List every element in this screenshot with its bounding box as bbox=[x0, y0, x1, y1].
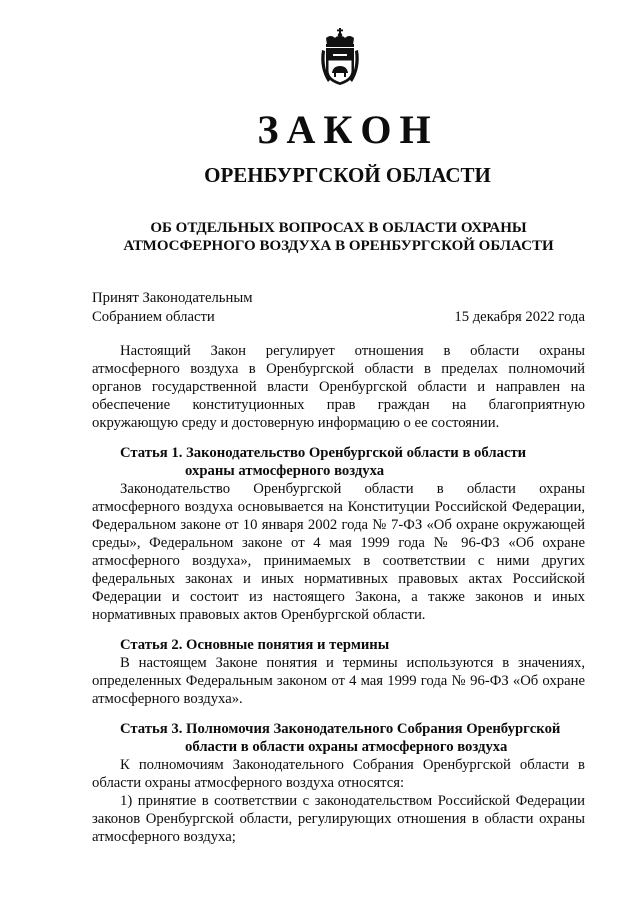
article-1-heading: охраны атмосферного воздуха bbox=[185, 463, 385, 479]
article-3-heading: Статья 3. Полномочия Законодательного Собрания Оренбургской bbox=[120, 721, 561, 737]
law-subject-line: АТМОСФЕРНОГО ВОЗДУХА В ОРЕНБУРГСКОЙ ОБЛАСТИ bbox=[123, 238, 554, 254]
preamble-line: Настоящий Закон регулирует отношения в области охраны bbox=[120, 343, 585, 359]
article-3 bbox=[92, 720, 585, 846]
article-2-text-line: В настоящем Законе понятия и термины используются в значениях, bbox=[120, 655, 585, 671]
adoption-info bbox=[92, 289, 585, 327]
adoption-row bbox=[92, 308, 585, 327]
law-subject bbox=[92, 219, 585, 255]
article-3-text-line: К полномочиям Законодательного Собрания Оренбургской области в bbox=[120, 757, 585, 773]
article-2 bbox=[92, 636, 585, 708]
article-1 bbox=[92, 444, 585, 624]
preamble-line: окружающую среду и достоверную информацию о ее состоянии. bbox=[92, 415, 500, 431]
preamble-line: атмосферного воздуха в Оренбургской области в пределах полномочий bbox=[92, 361, 585, 377]
article-1-text-line: атмосферного воздуха основывается на Конституции Российской Федерации, bbox=[92, 499, 585, 515]
article-1-text-line: среды», Федеральном законе от 4 мая 1999 года № 96-ФЗ «Об охране bbox=[92, 535, 585, 551]
article-3-text-line: законов Оренбургской области, регулирующих отношения в области охраны bbox=[92, 811, 585, 827]
region-title: ОРЕНБУРГСКОЙ ОБЛАСТИ bbox=[204, 163, 491, 187]
article-3-heading: области в области охраны атмосферного воздуха bbox=[185, 739, 508, 755]
article-2-heading: Статья 2. Основные понятия и термины bbox=[120, 637, 390, 653]
law-subject-line: ОБ ОТДЕЛЬНЫХ ВОПРОСАХ В ОБЛАСТИ ОХРАНЫ bbox=[150, 220, 527, 236]
article-1-text-line: атмосферного воздуха», принимаемых в соответствии с ними других bbox=[92, 553, 585, 569]
adoption-text-line: Собранием области bbox=[92, 309, 215, 325]
article-1-text-line: федеральных законах и иных нормативных правовых актах Российской bbox=[92, 571, 585, 587]
article-3-text-line: 1) принятие в соответствии с законодательством Российской Федерации bbox=[120, 793, 585, 809]
article-3-text-line: области охраны атмосферного воздуха относятся: bbox=[92, 775, 405, 791]
article-3-text-line: атмосферного воздуха; bbox=[92, 829, 236, 845]
article-1-text-line: Законодательство Оренбургской области в области охраны bbox=[120, 481, 585, 497]
preamble-line: органов государственной власти Оренбургской области и направлен на bbox=[92, 379, 585, 395]
law-title: З А К О Н bbox=[257, 107, 430, 152]
article-1-text-line: нормативных правовых актов Оренбургской области. bbox=[92, 607, 426, 623]
article-1-text-line: Федеральном законе от 10 января 2002 года № 7-ФЗ «Об охране окружающей bbox=[92, 517, 585, 533]
preamble bbox=[92, 342, 585, 432]
adoption-row bbox=[92, 289, 585, 308]
article-1-text-line: Федерации и состоит из настоящего Закона, а также законов и иных bbox=[92, 589, 585, 605]
article-2-text-line: определенных Федеральным законом от 4 мая 1999 года № 96-ФЗ «Об охране bbox=[92, 673, 585, 689]
article-2-text-line: атмосферного воздуха». bbox=[92, 691, 243, 707]
adoption-date: 15 декабря 2022 года bbox=[454, 309, 585, 325]
preamble-line: обеспечение конституционных прав граждан на благоприятную bbox=[92, 397, 585, 413]
coat-of-arms-icon bbox=[318, 28, 362, 86]
article-1-heading: Статья 1. Законодательство Оренбургской области в области bbox=[120, 445, 527, 461]
adoption-text-line: Принят Законодательным bbox=[92, 290, 253, 306]
